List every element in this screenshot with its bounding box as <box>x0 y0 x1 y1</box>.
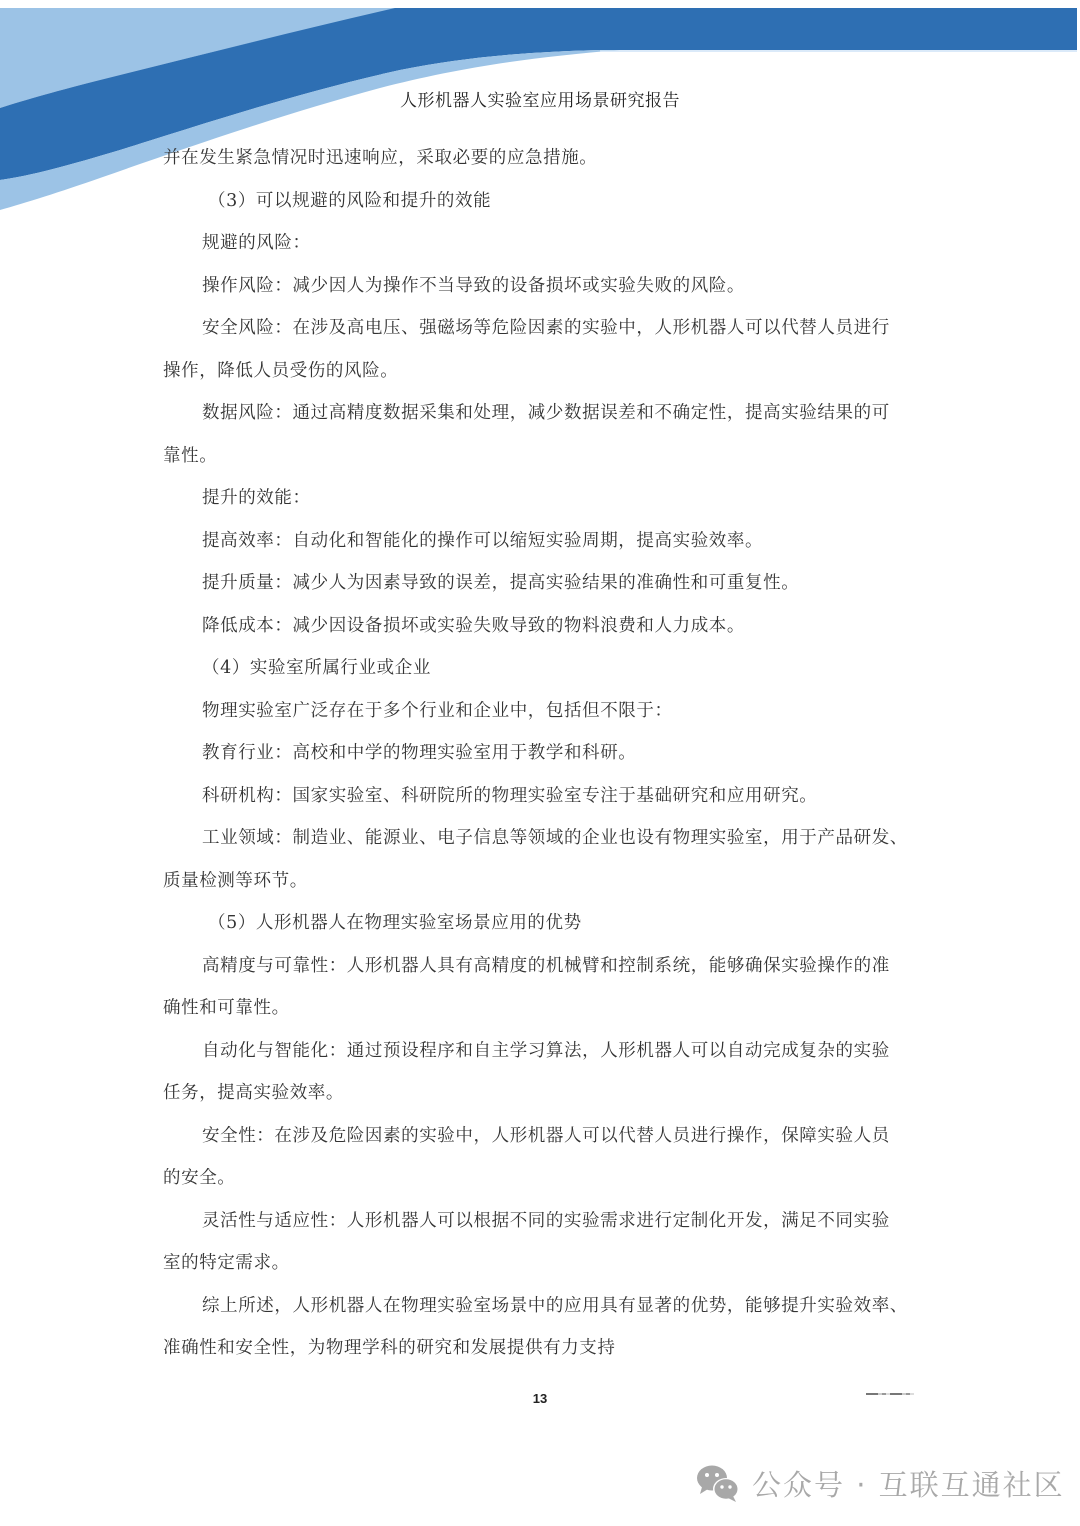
paragraph-line: 确性和可靠性。 <box>163 998 290 1018</box>
watermark <box>696 1458 1065 1508</box>
paragraph-line: 安全风险：在涉及高电压、强磁场等危险因素的实验中，人形机器人可以代替人员进行 <box>202 318 890 338</box>
watermark-text: 公众号 · 互联互通社区 <box>752 1467 1065 1502</box>
paragraph-line: 降低成本：减少因设备损坏或实验失败导致的物料浪费和人力成本。 <box>202 615 745 636</box>
paragraph-line: 操作，降低人员受伤的风险。 <box>163 360 399 381</box>
paragraph-line: 任务，提高实验效率。 <box>163 1083 344 1103</box>
paragraph-line: 工业领域：制造业、能源业、电子信息等领域的企业也设有物理实验室，用于产品研发、 <box>202 828 908 848</box>
wechat-icon <box>696 1463 740 1503</box>
paragraph-line: 物理实验室广泛存在于多个行业和企业中，包括但不限于： <box>202 700 673 721</box>
paragraph-line: 准确性和安全性，为物理学科的研究和发展提供有力支持 <box>163 1338 616 1358</box>
text-line: 并在发生紧急情况时迅速响应，采取必要的应急措施。 <box>163 148 598 168</box>
subheading: 规避的风险： <box>202 233 311 253</box>
section-heading: （3）可以规避的风险和提升的效能 <box>208 190 492 211</box>
subheading: 提升的效能： <box>202 488 311 508</box>
section-heading: （5）人形机器人在物理实验室场景应用的优势 <box>208 913 582 933</box>
paragraph-line: 教育行业：高校和中学的物理实验室用于教学和科研。 <box>202 743 637 763</box>
paragraph-line: 灵活性与适应性：人形机器人可以根据不同的实验需求进行定制化开发，满足不同实验 <box>202 1210 890 1231</box>
running-title: 人形机器人实验室应用场景研究报告 <box>400 91 680 111</box>
footer-divider <box>866 1393 914 1395</box>
paragraph-line: 室的特定需求。 <box>163 1253 290 1273</box>
paragraph-line: 综上所述，人形机器人在物理实验室场景中的应用具有显著的优势，能够提升实验效率、 <box>202 1295 908 1316</box>
paragraph-line: 高精度与可靠性：人形机器人具有高精度的机械臂和控制系统，能够确保实验操作的准 <box>202 955 890 976</box>
paragraph-line: 科研机构：国家实验室、科研院所的物理实验室专注于基础研究和应用研究。 <box>202 785 818 806</box>
paragraph-line: 安全性：在涉及危险因素的实验中，人形机器人可以代替人员进行操作，保障实验人员 <box>202 1125 890 1146</box>
paragraph-line: 靠性。 <box>163 445 218 466</box>
page-number: 13 <box>532 1391 548 1406</box>
document-body <box>163 139 918 1372</box>
paragraph-line: 提升质量：减少人为因素导致的误差，提高实验结果的准确性和可重复性。 <box>202 573 800 593</box>
paragraph-line: 操作风险：减少因人为操作不当导致的设备损坏或实验失败的风险。 <box>202 275 745 296</box>
paragraph-line: 数据风险：通过高精度数据采集和处理，减少数据误差和不确定性，提高实验结果的可 <box>202 403 890 423</box>
paragraph-line: 质量检测等环节。 <box>163 870 308 891</box>
section-heading: （4）实验室所属行业或企业 <box>202 658 431 678</box>
paragraph-line: 提高效率：自动化和智能化的操作可以缩短实验周期，提高实验效率。 <box>202 530 764 551</box>
paragraph-line: 自动化与智能化：通过预设程序和自主学习算法，人形机器人可以自动完成复杂的实验 <box>202 1040 890 1061</box>
paragraph-line: 的安全。 <box>163 1168 236 1188</box>
